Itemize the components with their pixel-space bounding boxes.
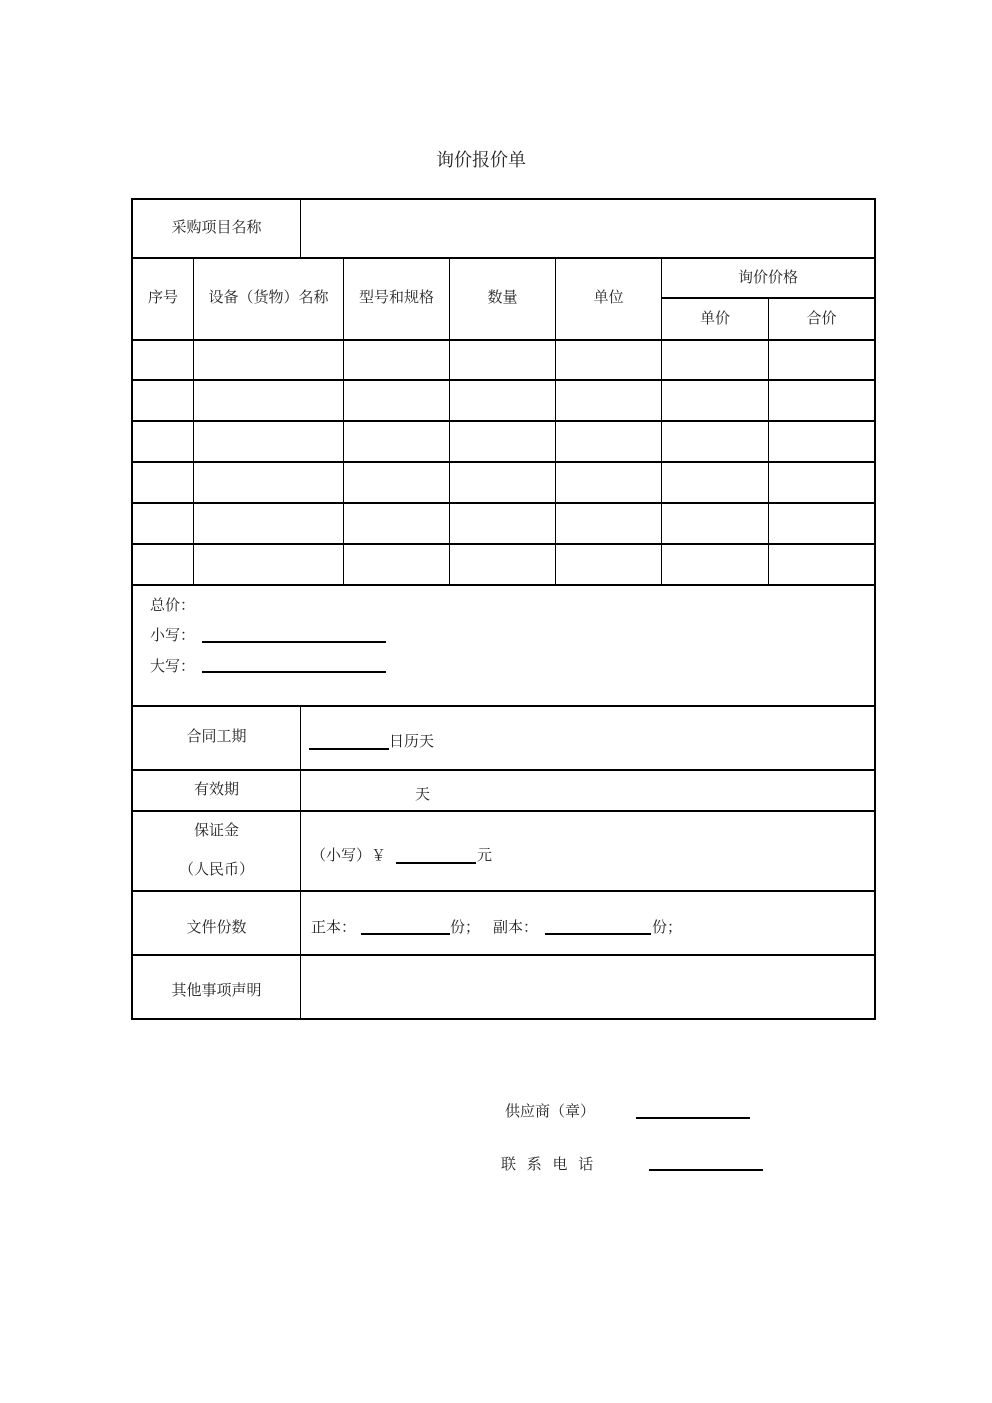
project-name-field[interactable] [302, 200, 874, 256]
table-cell[interactable] [450, 462, 555, 500]
row-divider [131, 257, 876, 259]
table-cell[interactable] [769, 421, 874, 459]
table-cell[interactable] [133, 462, 193, 500]
table-cell[interactable] [194, 380, 343, 418]
deposit-suffix: 元 [477, 846, 493, 864]
header-price-group: 询价价格 [737, 268, 798, 286]
table-cell[interactable] [556, 544, 661, 582]
contract-period-suffix: 日历天 [389, 732, 435, 750]
table-cell[interactable] [344, 544, 449, 582]
row-divider [131, 890, 876, 892]
table-cell[interactable] [556, 503, 661, 541]
row-divider [131, 769, 876, 771]
table-cell[interactable] [344, 380, 449, 418]
total-upper-label: 大写： [150, 657, 196, 675]
contact-phone-field[interactable] [649, 1169, 763, 1171]
table-cell[interactable] [556, 380, 661, 418]
original-copies-suffix: 份； [450, 918, 481, 936]
table-cell[interactable] [769, 503, 874, 541]
table-cell[interactable] [450, 380, 555, 418]
copies-label: 文件份数 [186, 918, 247, 936]
table-cell[interactable] [662, 380, 768, 418]
validity-suffix: 天 [415, 785, 431, 803]
duplicate-copies-suffix: 份； [652, 918, 683, 936]
header-total-price: 合价 [806, 309, 837, 327]
table-cell[interactable] [194, 421, 343, 459]
total-lower-field[interactable] [202, 641, 386, 643]
table-cell[interactable] [769, 462, 874, 500]
other-statement-label: 其他事项声明 [171, 981, 262, 999]
table-cell[interactable] [662, 462, 768, 500]
table-cell[interactable] [450, 340, 555, 378]
table-cell[interactable] [769, 544, 874, 582]
contract-period-label: 合同工期 [186, 727, 247, 745]
table-cell[interactable] [194, 544, 343, 582]
header-unit-price: 单价 [699, 309, 730, 327]
table-cell[interactable] [769, 340, 874, 378]
contract-period-field[interactable] [309, 748, 389, 750]
table-cell[interactable] [344, 421, 449, 459]
original-copies-field[interactable] [361, 933, 450, 935]
supplier-seal-field[interactable] [636, 1117, 750, 1119]
total-lower-label: 小写： [150, 626, 196, 644]
row-divider [131, 584, 876, 586]
table-cell[interactable] [133, 421, 193, 459]
header-unit: 单位 [593, 288, 624, 306]
table-cell[interactable] [556, 462, 661, 500]
table-cell[interactable] [662, 340, 768, 378]
total-upper-field[interactable] [202, 671, 386, 673]
table-cell[interactable] [194, 340, 343, 378]
table-cell[interactable] [662, 544, 768, 582]
table-cell[interactable] [194, 462, 343, 500]
project-name-label: 采购项目名称 [171, 218, 262, 236]
table-cell[interactable] [344, 340, 449, 378]
original-copies-label: 正本： [311, 918, 357, 936]
table-cell[interactable] [662, 503, 768, 541]
table-cell[interactable] [450, 544, 555, 582]
deposit-prefix: （小写）￥ [311, 846, 387, 864]
deposit-label: 保证金 [193, 821, 239, 839]
supplier-seal-label: 供应商（章） [505, 1102, 596, 1120]
table-cell[interactable] [769, 380, 874, 418]
column-divider [300, 199, 301, 257]
deposit-currency-label: （人民币） [178, 860, 254, 878]
duplicate-copies-label: 副本： [493, 918, 539, 936]
table-cell[interactable] [450, 503, 555, 541]
header-model: 型号和规格 [358, 288, 434, 306]
table-cell[interactable] [133, 380, 193, 418]
validity-label: 有效期 [193, 780, 239, 798]
header-quantity: 数量 [487, 288, 518, 306]
duplicate-copies-field[interactable] [545, 933, 651, 935]
column-divider [300, 706, 301, 1019]
deposit-amount-field[interactable] [396, 862, 476, 864]
table-cell[interactable] [344, 503, 449, 541]
other-statement-field[interactable] [302, 956, 874, 1018]
total-price-label: 总价： [150, 596, 196, 614]
header-index: 序号 [147, 288, 178, 306]
table-cell[interactable] [133, 340, 193, 378]
table-cell[interactable] [133, 544, 193, 582]
row-divider [131, 705, 876, 707]
contact-phone-label: 联 系 电 话 [501, 1155, 597, 1173]
table-cell[interactable] [133, 503, 193, 541]
table-cell[interactable] [556, 340, 661, 378]
row-divider [131, 810, 876, 812]
table-cell[interactable] [556, 421, 661, 459]
row-divider [662, 297, 876, 299]
table-cell[interactable] [662, 421, 768, 459]
table-cell[interactable] [450, 421, 555, 459]
table-cell[interactable] [344, 462, 449, 500]
document-title: 询价报价单 [436, 150, 526, 171]
table-cell[interactable] [194, 503, 343, 541]
header-name: 设备（货物）名称 [208, 288, 329, 306]
